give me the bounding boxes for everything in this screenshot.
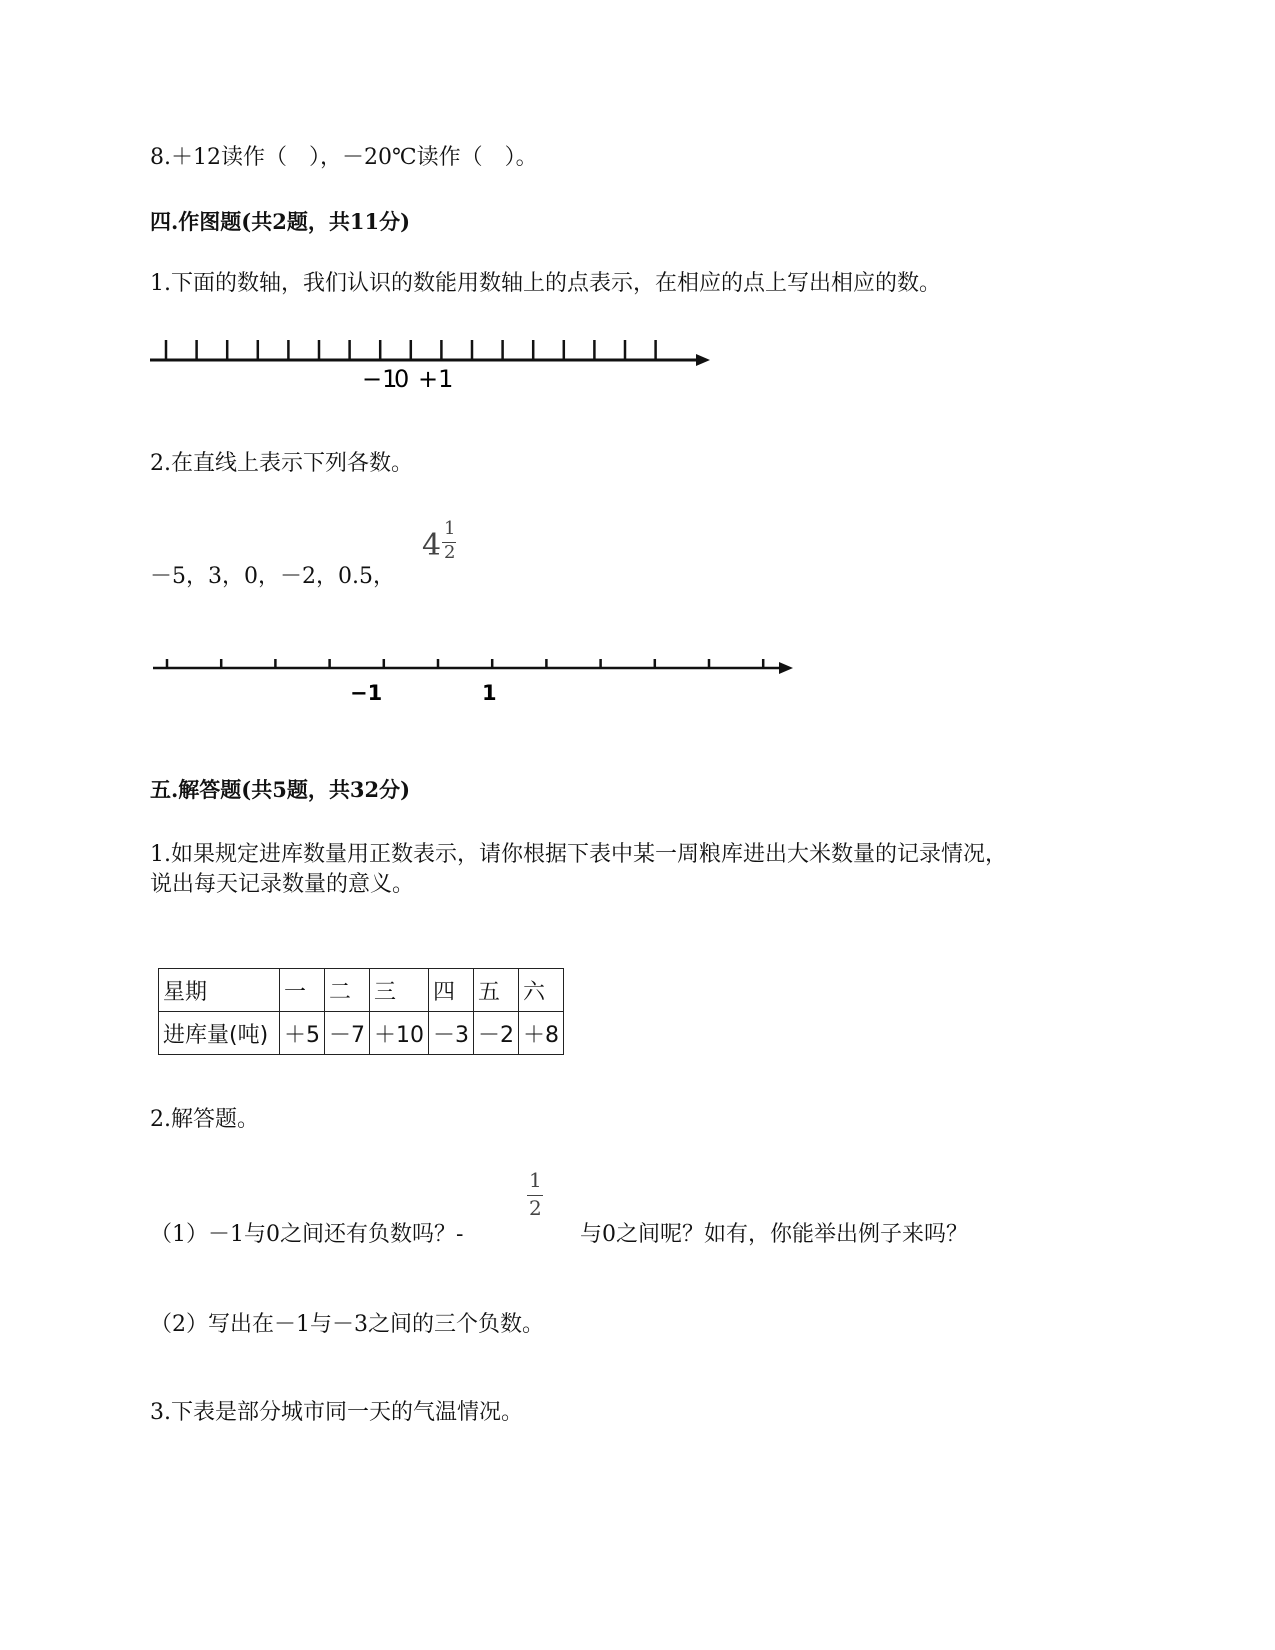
question-2-1-part-b: 与0之间呢？如有，你能举出例子来吗？: [580, 1222, 968, 1247]
number-line-1: [140, 330, 720, 395]
fraction-half: [525, 1168, 555, 1224]
section-5-question-1-line1: 1.如果规定进库数量用正数表示，请你根据下表中某一周粮库进出大米数量的记录情况，: [150, 842, 1007, 867]
numbers-list: －5，3，0，－2，0.5，: [150, 564, 395, 589]
rice-inventory-table: [158, 968, 564, 1055]
mixed-whole: 4: [422, 528, 442, 563]
mixed-numerator: 1: [444, 518, 456, 539]
table-cell: 星期: [159, 969, 280, 1012]
section-5-question-1-line2: 说出每天记录数量的意义。: [150, 872, 415, 897]
section-5-question-2: 2.解答题。: [150, 1107, 259, 1132]
table-cell: 三: [370, 969, 429, 1012]
mixed-denominator: 2: [444, 542, 456, 563]
table-cell: 四: [429, 969, 474, 1012]
table-cell: －3: [429, 1012, 474, 1055]
section-4-question-2: 2.在直线上表示下列各数。: [150, 451, 413, 476]
fraction-denominator: 2: [529, 1196, 542, 1220]
section-5-heading: 五.解答题(共5题，共32分): [150, 777, 411, 802]
question-2-2: （2）写出在－1与－3之间的三个负数。: [150, 1312, 544, 1337]
table-cell: 进库量(吨): [159, 1012, 280, 1055]
table-row: [159, 969, 564, 1012]
section-4-heading: 四.作图题(共2题，共11分): [150, 209, 411, 234]
table-cell: ＋10: [370, 1012, 429, 1055]
axis2-label-pos1: 1: [482, 681, 497, 705]
table-cell: 五: [474, 969, 519, 1012]
axis1-label-pos1: +1: [418, 365, 454, 393]
fraction-numerator: 1: [529, 1168, 542, 1192]
table-cell: ＋5: [280, 1012, 325, 1055]
number-line-2: [145, 650, 805, 710]
axis1-label-neg1: −1: [362, 365, 398, 393]
table-cell: 一: [280, 969, 325, 1012]
section-5-question-3: 3.下表是部分城市同一天的气温情况。: [150, 1400, 523, 1425]
table-cell: －7: [325, 1012, 370, 1055]
table-cell: ＋8: [519, 1012, 564, 1055]
table-cell: －2: [474, 1012, 519, 1055]
section-4-question-1: 1.下面的数轴，我们认识的数能用数轴上的点表示，在相应的点上写出相应的数。: [150, 271, 941, 296]
table-cell: 二: [325, 969, 370, 1012]
question-2-1-part-a: （1）－1与0之间还有负数吗？-: [150, 1222, 464, 1247]
axis1-label-0: 0: [394, 365, 410, 393]
table-cell: 六: [519, 969, 564, 1012]
table-row: [159, 1012, 564, 1055]
mixed-number: [422, 520, 482, 570]
question-8: 8.＋12读作（ ），－20℃读作（ ）。: [150, 145, 538, 170]
axis2-label-neg1: −1: [350, 681, 383, 705]
